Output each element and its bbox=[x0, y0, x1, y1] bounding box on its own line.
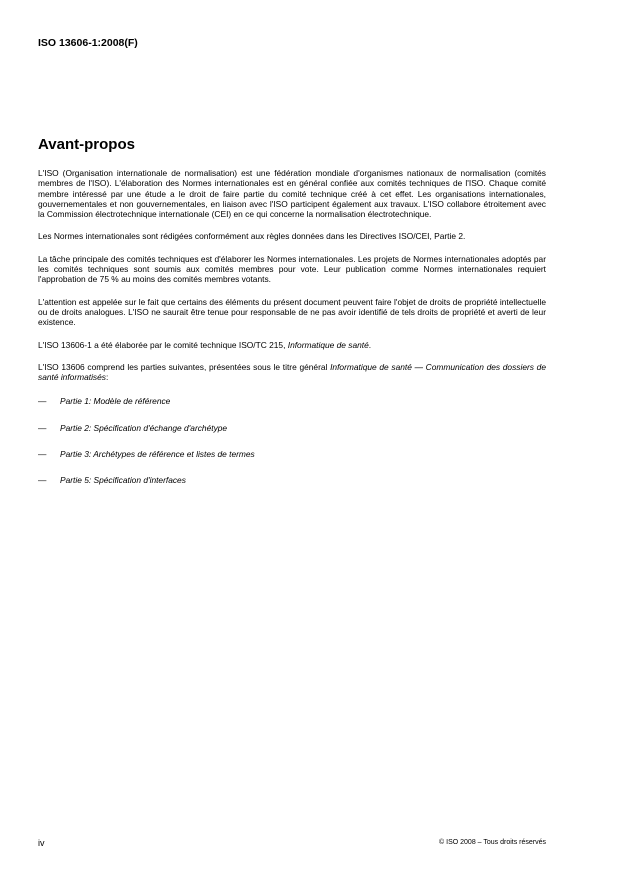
list-item-part-2 bbox=[38, 423, 546, 433]
parts-intro-text: L'ISO 13606 comprend les parties suivantes, présentées sous le titre général bbox=[38, 361, 331, 372]
copyright-notice: © ISO 2008 – Tous droits réservés bbox=[439, 839, 546, 846]
prepared-by-text: L'ISO 13606-1 a été élaborée par le comité technique ISO/TC 215, bbox=[38, 339, 288, 350]
page-title: Avant-propos bbox=[38, 136, 135, 153]
general-title: Informatique de santé — Communication des dossiers de santé informatisés bbox=[38, 361, 546, 383]
prepared-by-end: . bbox=[368, 339, 372, 350]
list-item-part-3 bbox=[38, 449, 546, 459]
paragraph-directives: Les Normes internationales sont rédigées conformément aux règles données dans les Directives ISO/CEI, Partie 2. bbox=[38, 231, 466, 242]
paragraph-parts-intro bbox=[38, 362, 546, 383]
part-title: Partie 5: Spécification d'interfaces bbox=[60, 475, 186, 486]
list-item-part-5 bbox=[38, 475, 546, 485]
parts-intro-end: : bbox=[105, 372, 109, 383]
list-item-part-1 bbox=[38, 396, 546, 406]
dash-bullet: — bbox=[38, 422, 47, 433]
paragraph-patent-rights: L'attention est appelée sur le fait que certains des éléments du présent document peuvent faire l'objet de droits de propriété intellectuelle ou de droits analogues. L'ISO ne saurait être tenue pour responsable de ne pas avoir identifié de tels droits de propriété et averti de leur existence. bbox=[38, 296, 546, 328]
page-number: iv bbox=[38, 838, 45, 848]
dash-bullet: — bbox=[38, 396, 47, 407]
dash-bullet: — bbox=[38, 475, 47, 486]
paragraph-prepared-by bbox=[38, 340, 546, 350]
committee-title: Informatique de santé bbox=[287, 339, 369, 350]
foreword-body bbox=[38, 168, 546, 502]
part-title: Partie 1: Modèle de référence bbox=[60, 396, 171, 407]
dash-bullet: — bbox=[38, 449, 47, 460]
document-id: ISO 13606-1:2008(F) bbox=[38, 37, 138, 49]
paragraph-iso-organisation: L'ISO (Organisation internationale de normalisation) est une fédération mondiale d'organismes nationaux de normalisation (comités membres de l'ISO). L'élaboration des Normes internationales est en général confiée aux comités techniques de l'ISO. Chaque comité membre intéressé par une étude a le droit de faire partie du comité technique créé à cet effet. Les organisations internationales, gouvernementales et non gouvernementales, en liaison avec l'ISO participent également aux travaux. L'ISO collabore étroitement avec la Commission électrotechnique internationale (CEI) en ce qui concerne la normalisation électrotechnique. bbox=[38, 168, 546, 220]
part-title: Partie 2: Spécification d'échange d'archétype bbox=[60, 422, 228, 433]
paragraph-technical-committees: La tâche principale des comités techniques est d'élaborer les Normes internationales. Les projets de Normes internationales adoptés par les comités techniques sont soumis aux comités membres pour vote. Leur publication comme Normes internationales requiert l'approbation de 75 % au moins des comités membres votants. bbox=[38, 253, 546, 285]
part-title: Partie 3: Archétypes de référence et listes de termes bbox=[60, 449, 255, 460]
